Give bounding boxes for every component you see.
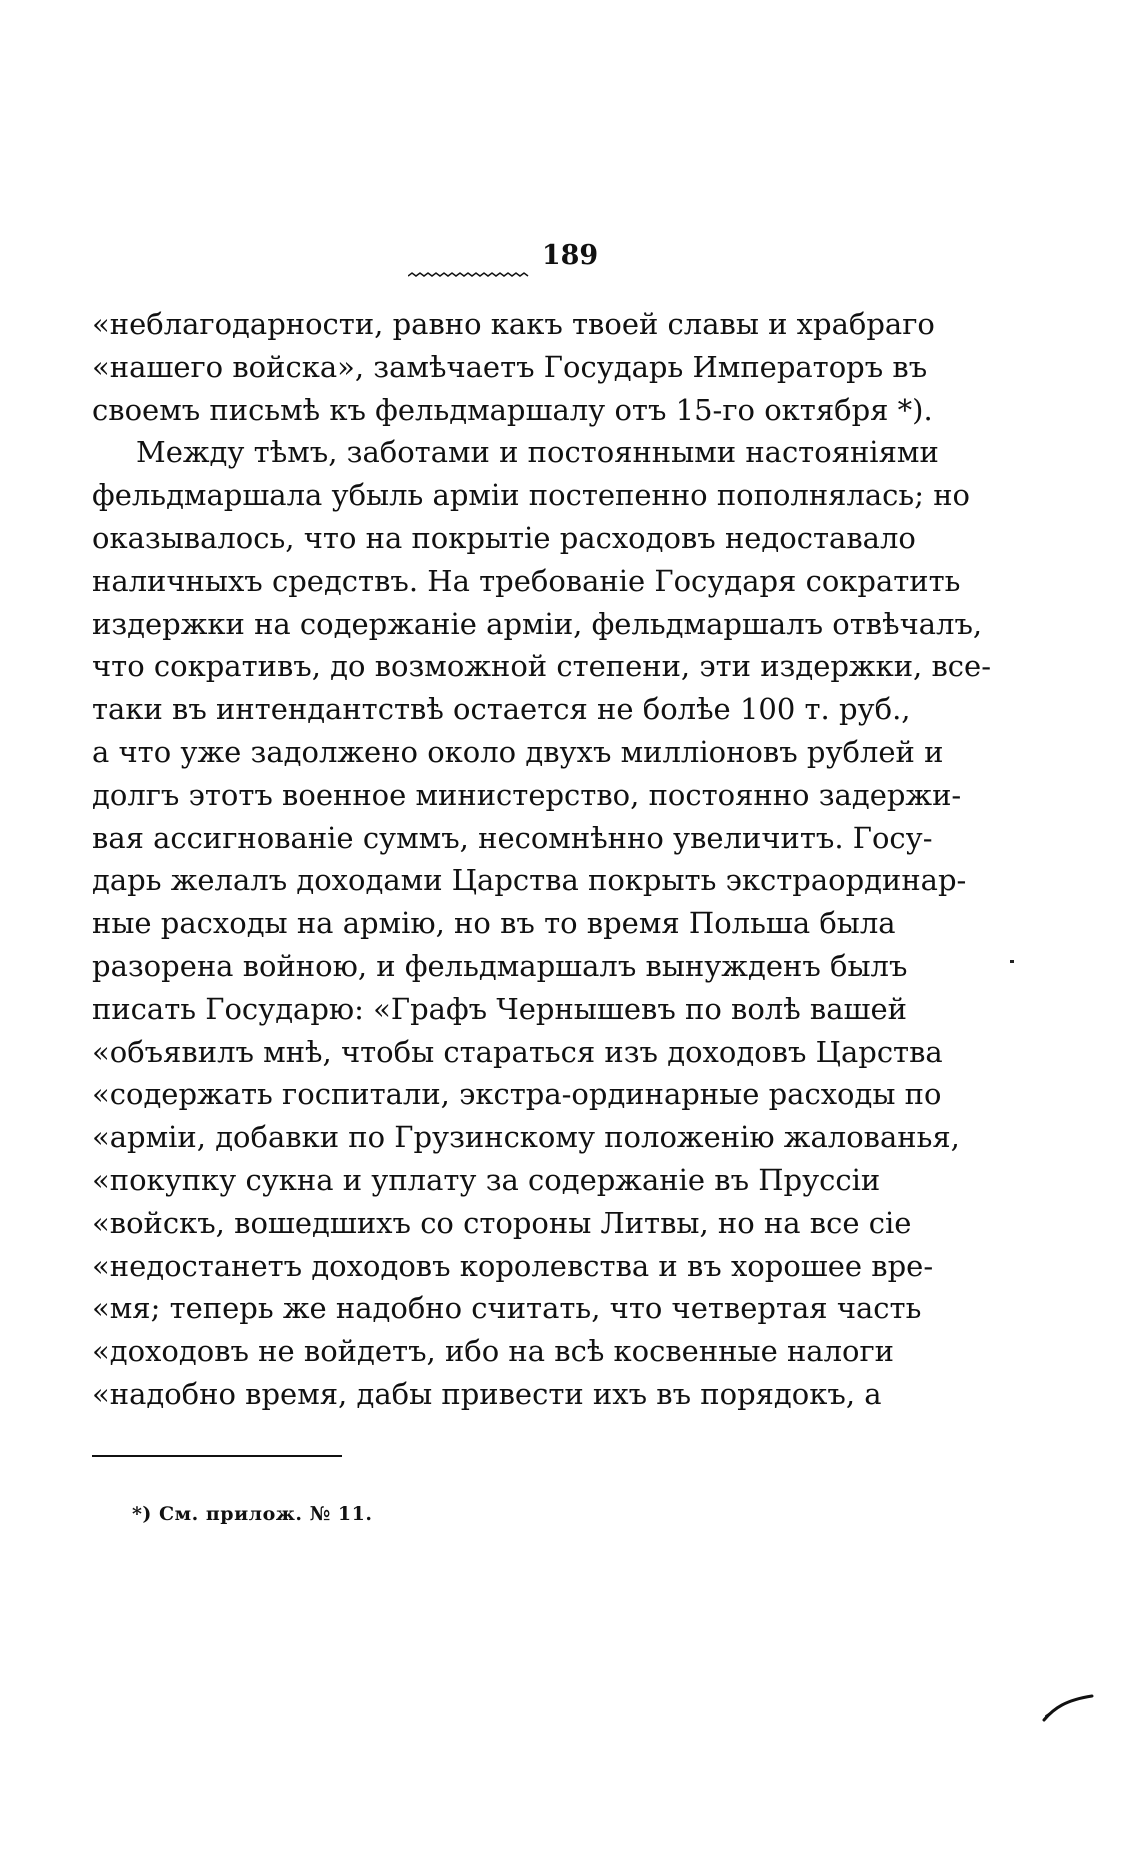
text-line: фельдмаршала убыль арміи постепенно пополнялась; но — [92, 478, 970, 513]
text-line: «доходовъ не войдетъ, ибо на всѣ косвенные налоги — [92, 1334, 894, 1369]
footnote-divider — [92, 1455, 342, 1457]
text-line: писать Государю: «Графъ Чернышевъ по волѣ вашей — [92, 991, 907, 1026]
text-line: дарь желалъ доходами Царства покрыть экстраординар- — [92, 863, 967, 898]
text-line: вая ассигнованіе суммъ, несомнѣнно увеличитъ. Госу- — [92, 820, 933, 855]
text-line: Между тѣмъ, заботами и постоянными настояніями — [136, 435, 939, 470]
text-line: «неблагодарности, равно какъ твоей славы и храбраго — [92, 307, 935, 341]
text-line: оказывалось, что на покрытіе расходовъ недоставало — [92, 520, 916, 555]
text-line: ные расходы на армію, но въ то время Польша была — [92, 906, 896, 941]
page-number-wavy-rule — [408, 271, 530, 281]
text-line: «содержать госпитали, экстра-ординарные расходы по — [92, 1077, 942, 1112]
text-line: «объявилъ мнѣ, чтобы стараться изъ доходовъ Царства — [92, 1034, 943, 1069]
scan-mark-icon — [1040, 1690, 1096, 1724]
text-line: своемъ письмѣ къ фельдмаршалу отъ 15-го октября *). — [92, 392, 933, 427]
text-line: долгъ этотъ военное министерство, постоянно задержи- — [92, 777, 962, 812]
text-line: «арміи, добавки по Грузинскому положенію жалованья, — [92, 1120, 960, 1155]
text-line: разорена войною, и фельдмаршалъ вынужденъ былъ — [92, 948, 908, 983]
text-line: наличныхъ средствъ. На требованіе Государя сократить — [92, 563, 961, 598]
text-line: что сокративъ, до возможной степени, эти издержки, все- — [92, 649, 992, 684]
footnote: *) См. прилож. № 11. — [132, 1503, 373, 1525]
page-number: 189 — [541, 240, 599, 271]
text-line: таки въ интендантствѣ остается не болѣе 100 т. руб., — [92, 692, 911, 727]
text-line: издержки на содержаніе арміи, фельдмаршалъ отвѣчалъ, — [92, 606, 983, 641]
text-line: «войскъ, вошедшихъ со стороны Литвы, но на все сіе — [92, 1205, 912, 1240]
body-text — [92, 303, 992, 1416]
text-line: «недостанетъ доходовъ королевства и въ хорошее вре- — [92, 1248, 934, 1283]
text-line: «покупку сукна и уплату за содержаніе въ Пруссіи — [92, 1162, 881, 1197]
text-line: «нашего войска», замѣчаетъ Государь Императоръ въ — [92, 349, 928, 384]
text-line: «мя; теперь же надобно считать, что четвертая часть — [92, 1291, 922, 1326]
text-line: «надобно время, дабы привести ихъ въ порядокъ, а — [92, 1376, 882, 1411]
text-line: а что уже задолжено около двухъ милліоновъ рублей и — [92, 734, 944, 769]
scan-speck — [1010, 960, 1014, 963]
